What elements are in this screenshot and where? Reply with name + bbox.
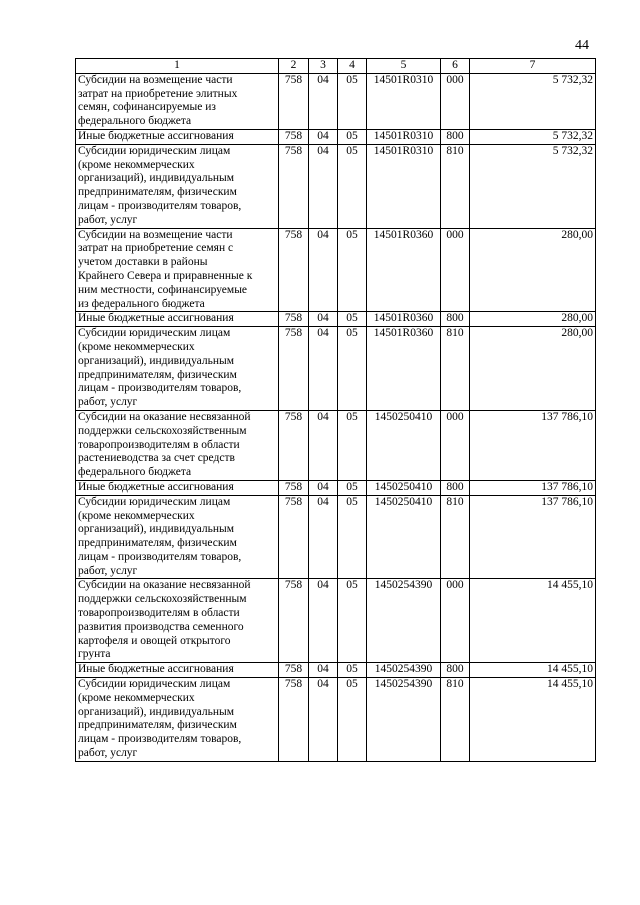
row-description: Субсидии на возмещение части затрат на приобретение элитных семян, софинансируемые из федерального бюджета — [76, 73, 279, 129]
target-article-code: 1450250410 — [367, 495, 441, 579]
ministry-code: 758 — [279, 312, 309, 327]
expense-type-code: 800 — [441, 312, 470, 327]
expense-type-code: 810 — [441, 144, 470, 228]
target-article-code: 1450254390 — [367, 663, 441, 678]
row-amount: 5 732,32 — [470, 73, 596, 129]
target-article-code: 14501R0360 — [367, 327, 441, 411]
row-amount: 137 786,10 — [470, 480, 596, 495]
section-code: 04 — [309, 678, 338, 762]
row-amount: 14 455,10 — [470, 663, 596, 678]
section-code: 04 — [309, 144, 338, 228]
header-cell-expense-type: 6 — [441, 59, 470, 74]
ministry-code: 758 — [279, 228, 309, 312]
row-amount: 5 732,32 — [470, 129, 596, 144]
row-description: Субсидии юридическим лицам (кроме некоммерческих организаций), индивидуальным предпринимателям, физическим лицам - производителям товаров, работ, услуг — [76, 144, 279, 228]
table-row — [76, 144, 596, 228]
expense-type-code: 810 — [441, 495, 470, 579]
header-cell-section: 3 — [309, 59, 338, 74]
expense-type-code: 000 — [441, 410, 470, 480]
table-row — [76, 579, 596, 663]
row-amount: 137 786,10 — [470, 410, 596, 480]
row-amount: 137 786,10 — [470, 495, 596, 579]
expense-type-code: 000 — [441, 73, 470, 129]
target-article-code: 14501R0360 — [367, 228, 441, 312]
target-article-code: 14501R0310 — [367, 129, 441, 144]
ministry-code: 758 — [279, 663, 309, 678]
ministry-code: 758 — [279, 678, 309, 762]
section-code: 04 — [309, 327, 338, 411]
ministry-code: 758 — [279, 73, 309, 129]
header-cell-amount: 7 — [470, 59, 596, 74]
table-row — [76, 129, 596, 144]
ministry-code: 758 — [279, 327, 309, 411]
section-code: 04 — [309, 480, 338, 495]
row-amount: 280,00 — [470, 228, 596, 312]
target-article-code: 1450250410 — [367, 410, 441, 480]
subsection-code: 05 — [338, 480, 367, 495]
table-row — [76, 480, 596, 495]
subsection-code: 05 — [338, 312, 367, 327]
ministry-code: 758 — [279, 410, 309, 480]
subsection-code: 05 — [338, 144, 367, 228]
ministry-code: 758 — [279, 579, 309, 663]
subsection-code: 05 — [338, 678, 367, 762]
expense-type-code: 800 — [441, 480, 470, 495]
header-cell-description: 1 — [76, 59, 279, 74]
row-amount: 5 732,32 — [470, 144, 596, 228]
row-description: Субсидии юридическим лицам (кроме некоммерческих организаций), индивидуальным предпринимателям, физическим лицам - производителям товаров, работ, услуг — [76, 678, 279, 762]
section-code: 04 — [309, 495, 338, 579]
header-cell-ministry: 2 — [279, 59, 309, 74]
row-description: Субсидии на оказание несвязанной поддержки сельскохозяйственным товаропроизводителям в области развития производства семенного картофеля и овощей открытого грунта — [76, 579, 279, 663]
row-description: Субсидии юридическим лицам (кроме некоммерческих организаций), индивидуальным предпринимателям, физическим лицам - производителям товаров, работ, услуг — [76, 495, 279, 579]
table-row — [76, 228, 596, 312]
table-row — [76, 495, 596, 579]
row-description: Иные бюджетные ассигнования — [76, 663, 279, 678]
subsection-code: 05 — [338, 579, 367, 663]
subsection-code: 05 — [338, 410, 367, 480]
section-code: 04 — [309, 73, 338, 129]
row-amount: 280,00 — [470, 312, 596, 327]
section-code: 04 — [309, 663, 338, 678]
expense-type-code: 810 — [441, 327, 470, 411]
row-description: Иные бюджетные ассигнования — [76, 480, 279, 495]
target-article-code: 14501R0360 — [367, 312, 441, 327]
row-amount: 14 455,10 — [470, 579, 596, 663]
header-cell-target-article: 5 — [367, 59, 441, 74]
expense-type-code: 800 — [441, 663, 470, 678]
target-article-code: 1450254390 — [367, 579, 441, 663]
target-article-code: 14501R0310 — [367, 73, 441, 129]
section-code: 04 — [309, 129, 338, 144]
row-amount: 280,00 — [470, 327, 596, 411]
ministry-code: 758 — [279, 129, 309, 144]
table-row — [76, 327, 596, 411]
ministry-code: 758 — [279, 495, 309, 579]
expense-type-code: 810 — [441, 678, 470, 762]
subsection-code: 05 — [338, 495, 367, 579]
budget-table — [75, 58, 596, 762]
header-cell-subsection: 4 — [338, 59, 367, 74]
row-description: Иные бюджетные ассигнования — [76, 129, 279, 144]
section-code: 04 — [309, 579, 338, 663]
table-row — [76, 312, 596, 327]
row-amount: 14 455,10 — [470, 678, 596, 762]
table-row — [76, 663, 596, 678]
subsection-code: 05 — [338, 129, 367, 144]
subsection-code: 05 — [338, 663, 367, 678]
table-row — [76, 678, 596, 762]
expense-type-code: 000 — [441, 228, 470, 312]
row-description: Субсидии на оказание несвязанной поддержки сельскохозяйственным товаропроизводителям в области растениеводства за счет средств федерального бюджета — [76, 410, 279, 480]
table-row — [76, 410, 596, 480]
ministry-code: 758 — [279, 144, 309, 228]
row-description: Иные бюджетные ассигнования — [76, 312, 279, 327]
subsection-code: 05 — [338, 327, 367, 411]
expense-type-code: 000 — [441, 579, 470, 663]
expense-type-code: 800 — [441, 129, 470, 144]
target-article-code: 1450254390 — [367, 678, 441, 762]
section-code: 04 — [309, 410, 338, 480]
target-article-code: 1450250410 — [367, 480, 441, 495]
row-description: Субсидии на возмещение части затрат на приобретение семян с учетом доставки в районы Крайнего Севера и приравненные к ним местности, софинансируемые из федерального бюджета — [76, 228, 279, 312]
target-article-code: 14501R0310 — [367, 144, 441, 228]
ministry-code: 758 — [279, 480, 309, 495]
page-number: 44 — [575, 38, 589, 53]
section-code: 04 — [309, 228, 338, 312]
header-row — [76, 59, 596, 74]
subsection-code: 05 — [338, 228, 367, 312]
subsection-code: 05 — [338, 73, 367, 129]
table-row — [76, 73, 596, 129]
section-code: 04 — [309, 312, 338, 327]
row-description: Субсидии юридическим лицам (кроме некоммерческих организаций), индивидуальным предпринимателям, физическим лицам - производителям товаров, работ, услуг — [76, 327, 279, 411]
